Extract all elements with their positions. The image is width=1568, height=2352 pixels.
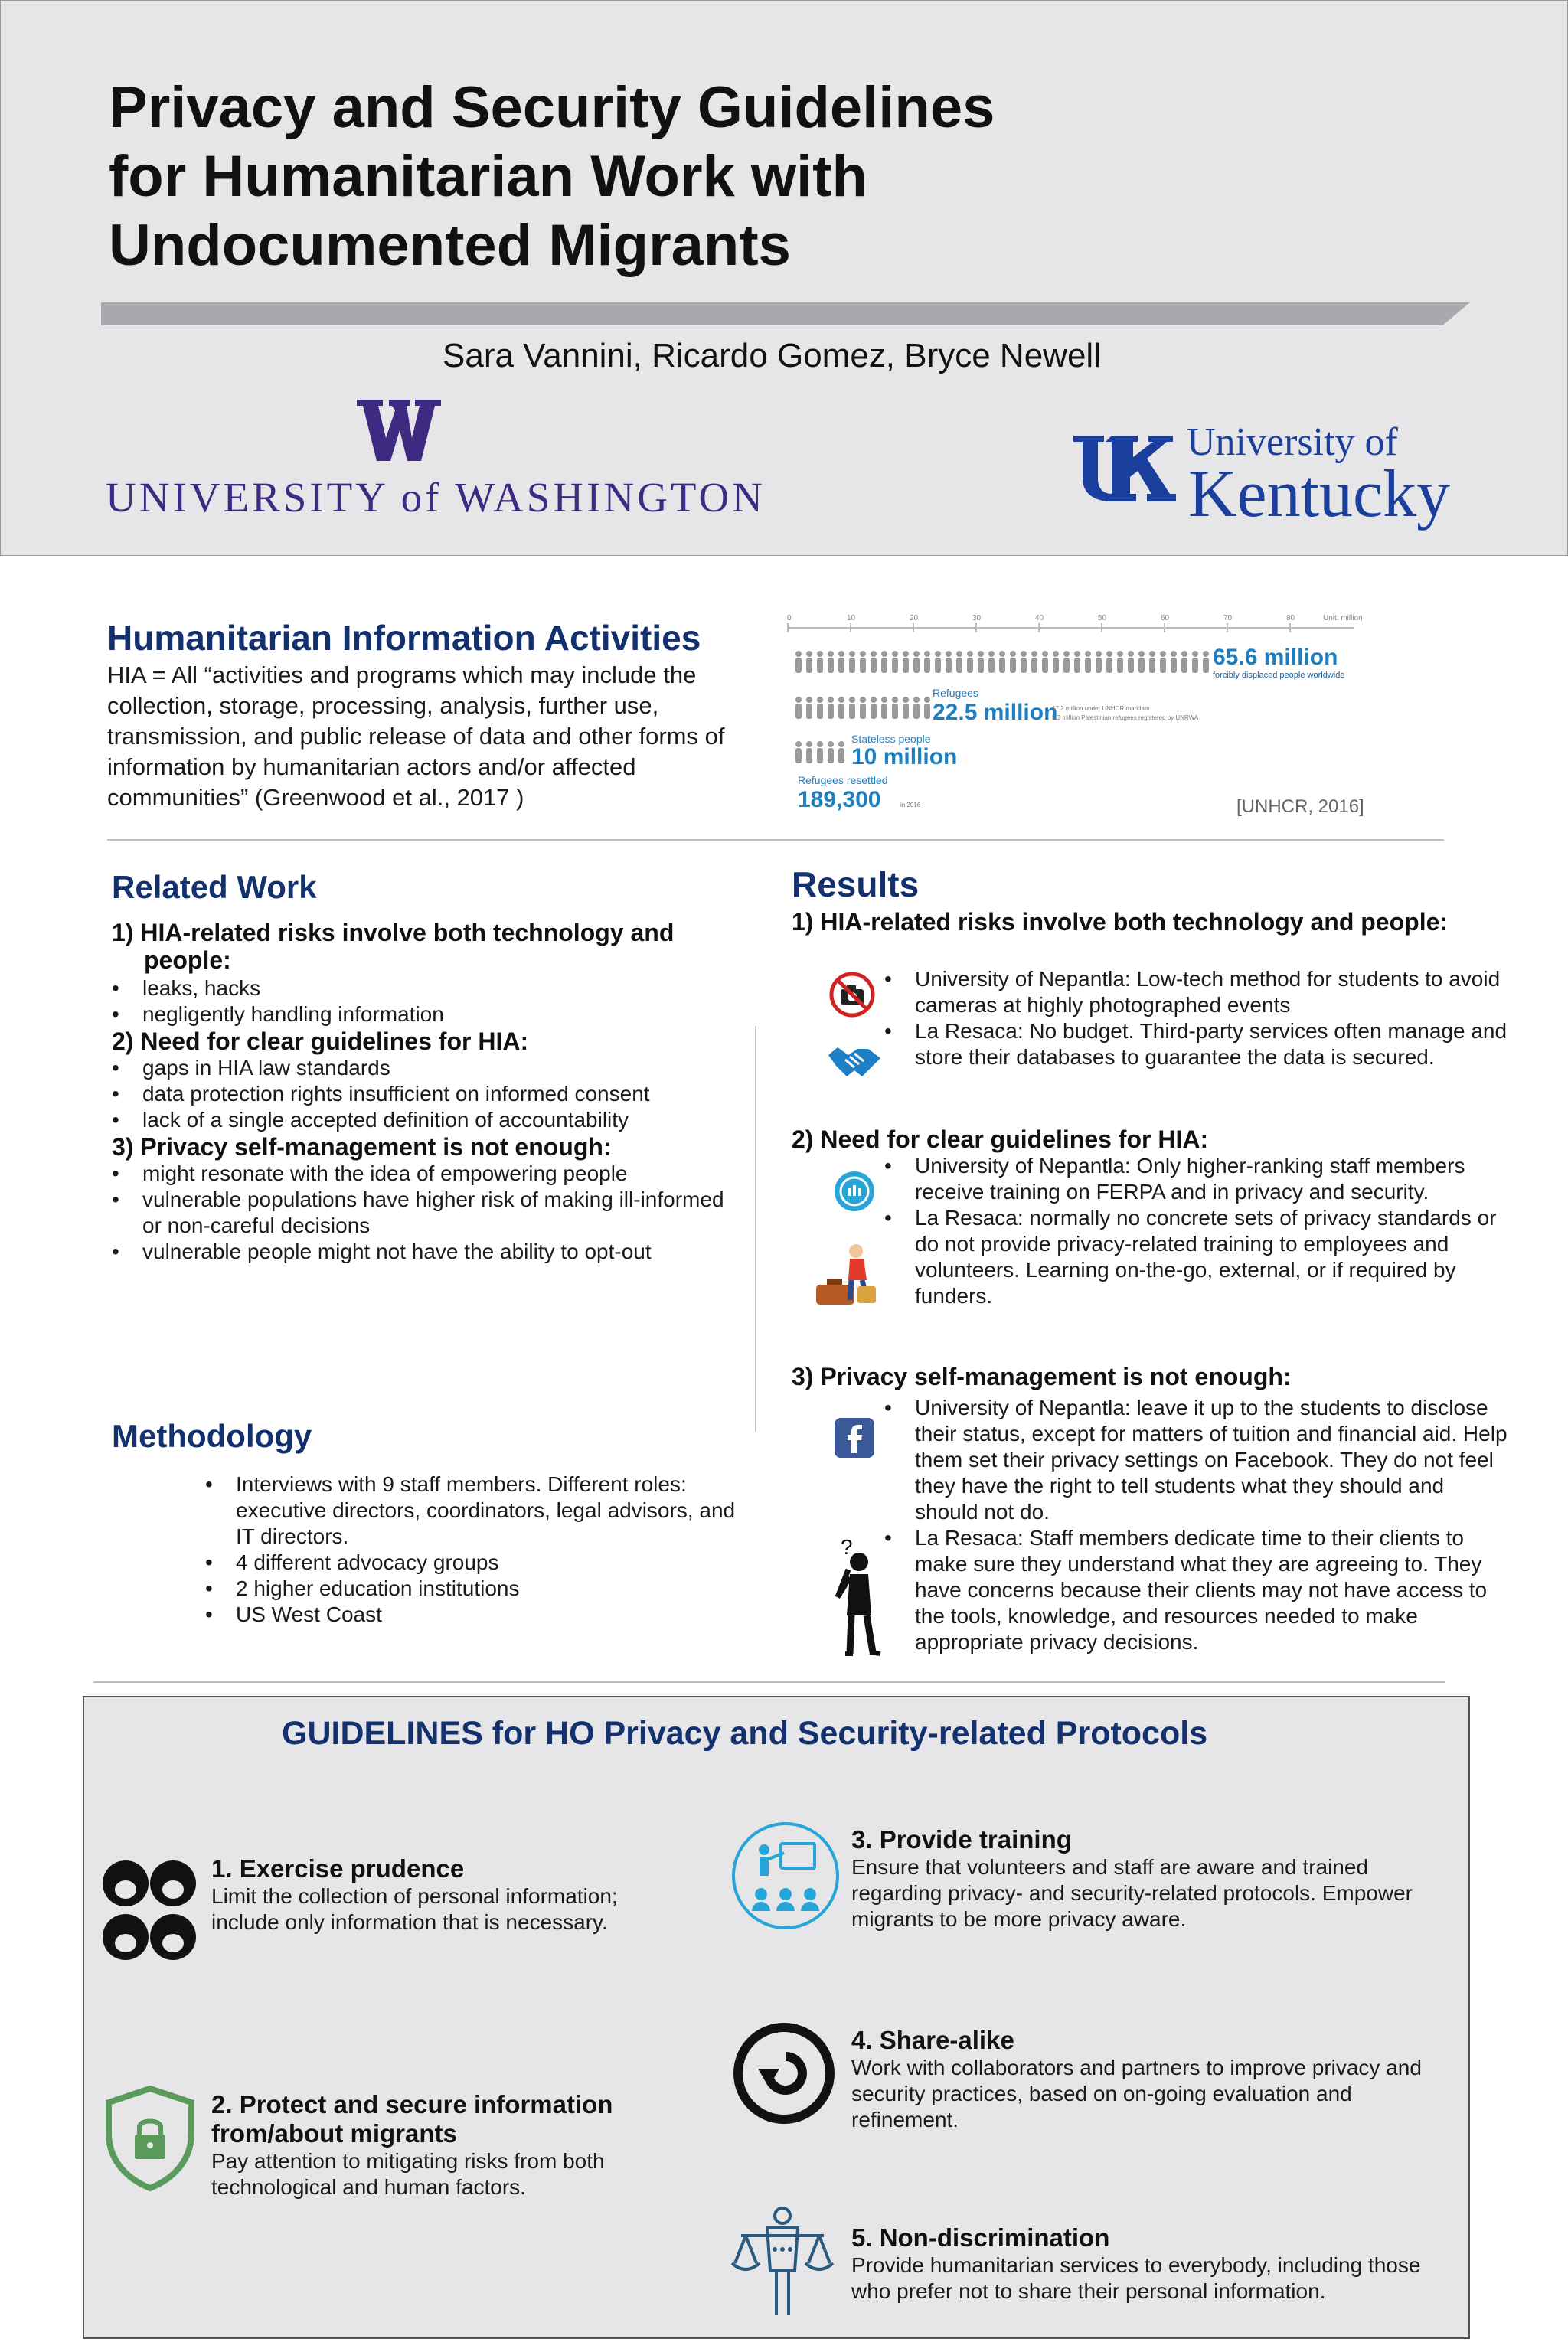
person-silhouette xyxy=(892,697,898,703)
person-silhouette xyxy=(1117,658,1123,673)
training-badge-icon xyxy=(833,1170,876,1213)
person-silhouette xyxy=(1106,658,1112,673)
person-silhouette xyxy=(999,658,1005,673)
person-silhouette xyxy=(828,704,834,719)
person-silhouette xyxy=(1031,651,1037,657)
list-item: • University of Nepantla: Only higher-ranking staff members receive training on FERPA and in privacy and security. xyxy=(884,1153,1512,1205)
person-silhouette xyxy=(1010,658,1016,673)
person-silhouette xyxy=(828,697,834,703)
person-silhouette xyxy=(881,697,887,703)
list-item: • Interviews with 9 staff members. Different roles: executive directors, coordinators, legal advisors, and IT directors. xyxy=(205,1472,741,1550)
prudence-symbol-icon xyxy=(100,1857,199,1965)
person-silhouette xyxy=(817,658,823,673)
person-silhouette xyxy=(817,741,823,747)
person-silhouette xyxy=(1096,658,1102,673)
person-silhouette xyxy=(860,704,866,719)
person-silhouette xyxy=(1021,651,1027,657)
person-silhouette xyxy=(946,651,952,657)
person-silhouette xyxy=(881,651,887,657)
person-silhouette xyxy=(924,704,930,719)
tick-10: 10 xyxy=(847,614,856,622)
person-silhouette xyxy=(1106,651,1112,657)
person-silhouette xyxy=(1181,651,1187,657)
uw-w-logo-icon xyxy=(357,400,441,461)
person-silhouette xyxy=(795,741,802,747)
rw-heading-3: 3) Privacy self-management is not enough: xyxy=(112,1133,612,1161)
person-silhouette xyxy=(838,658,844,673)
person-silhouette xyxy=(1128,651,1134,657)
guideline-5-heading: 5. Non-discrimination xyxy=(851,2223,1110,2252)
list-item: • data protection rights insufficient on informed consent xyxy=(112,1081,747,1107)
person-silhouette xyxy=(999,651,1005,657)
person-silhouette xyxy=(1138,651,1145,657)
person-silhouette xyxy=(1117,651,1123,657)
person-silhouette xyxy=(956,651,962,657)
person-silhouette xyxy=(903,704,909,719)
share-alike-icon xyxy=(732,2021,836,2125)
methodology-title: Methodology xyxy=(112,1418,312,1454)
poster-title xyxy=(109,74,1181,280)
person-silhouette xyxy=(1128,658,1134,673)
guideline-4-heading: 4. Share-alike xyxy=(851,2026,1014,2054)
person-silhouette xyxy=(1053,651,1059,657)
title-underline-bar xyxy=(101,302,1470,325)
displaced-label: forcibly displaced people worldwide xyxy=(1213,671,1345,680)
person-silhouette xyxy=(806,651,812,657)
results-heading-2: 2) Need for clear guidelines for HIA: xyxy=(792,1125,1209,1153)
person-silhouette xyxy=(913,651,920,657)
guideline-2-text: Pay attention to mitigating risks from both technological and human factors. xyxy=(211,2149,605,2199)
person-silhouette xyxy=(1063,658,1070,673)
list-item: • negligently handling information xyxy=(112,1001,747,1027)
person-silhouette xyxy=(924,658,930,673)
person-silhouette xyxy=(871,697,877,703)
unhcr-infographic xyxy=(787,612,1392,819)
title-line-3: Undocumented Migrants xyxy=(109,213,791,278)
person-silhouette xyxy=(795,658,802,673)
list-item: • might resonate with the idea of empowering people xyxy=(112,1161,747,1187)
person-silhouette xyxy=(913,704,920,719)
title-line-2: for Humanitarian Work with xyxy=(109,144,867,209)
results-heading-3: 3) Privacy self-management is not enough: xyxy=(792,1363,1292,1390)
person-silhouette xyxy=(988,658,995,673)
svg-text:?: ? xyxy=(841,1535,853,1559)
person-silhouette xyxy=(1149,658,1155,673)
person-silhouette xyxy=(892,704,898,719)
tick-60: 60 xyxy=(1161,614,1170,622)
guideline-3-heading: 3. Provide training xyxy=(851,1825,1072,1854)
person-silhouette xyxy=(1181,658,1187,673)
title-line-1: Privacy and Security Guidelines xyxy=(109,75,995,140)
divider-top xyxy=(107,839,1444,841)
tick-50: 50 xyxy=(1098,614,1107,622)
tick-80: 80 xyxy=(1286,614,1295,622)
guideline-5-text: Provide humanitarian services to everybody, including those who prefer not to share their personal information. xyxy=(851,2253,1421,2303)
list-item: • University of Nepantla: Low-tech method for students to avoid cameras at highly photographed events xyxy=(884,966,1512,1018)
results-list-2 xyxy=(884,1153,1512,1309)
uk-wordmark-line2: Kentucky xyxy=(1188,457,1451,531)
person-silhouette xyxy=(806,748,812,763)
divider-bottom xyxy=(93,1681,1446,1683)
person-silhouette xyxy=(881,704,887,719)
balance-person-icon xyxy=(730,2205,835,2320)
person-silhouette xyxy=(1203,658,1209,673)
stateless-label: Stateless people xyxy=(851,733,931,745)
person-silhouette xyxy=(1192,658,1198,673)
person-silhouette xyxy=(1074,658,1080,673)
tick-20: 20 xyxy=(910,614,919,622)
person-silhouette xyxy=(795,704,802,719)
guideline-1-text: Limit the collection of personal information; include only information that is necessary. xyxy=(211,1884,618,1934)
person-silhouette xyxy=(935,658,941,673)
person-silhouette xyxy=(1021,658,1027,673)
displaced-value: 65.6 million xyxy=(1213,645,1338,670)
resettled-value: 189,300 xyxy=(798,787,881,812)
person-silhouette xyxy=(1074,651,1080,657)
person-silhouette xyxy=(978,651,984,657)
person-silhouette xyxy=(838,697,844,703)
person-with-luggage-icon xyxy=(813,1240,879,1309)
person-silhouette xyxy=(828,748,834,763)
person-silhouette xyxy=(1096,651,1102,657)
person-silhouette xyxy=(1171,651,1177,657)
person-silhouette xyxy=(924,697,930,703)
person-silhouette xyxy=(988,651,995,657)
person-silhouette xyxy=(924,651,930,657)
person-silhouette xyxy=(913,697,920,703)
person-silhouette xyxy=(871,651,877,657)
person-silhouette xyxy=(860,697,866,703)
person-silhouette xyxy=(806,704,812,719)
person-silhouette xyxy=(913,658,920,673)
tick-30: 30 xyxy=(972,614,982,622)
person-silhouette xyxy=(1042,658,1048,673)
person-silhouette xyxy=(1138,658,1145,673)
person-silhouette xyxy=(817,748,823,763)
person-silhouette xyxy=(806,697,812,703)
hia-title: Humanitarian Information Activities xyxy=(107,618,701,658)
person-silhouette xyxy=(806,658,812,673)
refugees-note-1: 17.2 million under UNHCR mandate xyxy=(1052,705,1150,712)
person-silhouette xyxy=(860,651,866,657)
person-silhouette xyxy=(1192,651,1198,657)
unit-label: Unit: million xyxy=(1323,614,1363,622)
person-silhouette xyxy=(1085,658,1091,673)
list-item: • leaks, hacks xyxy=(112,975,747,1001)
person-silhouette xyxy=(1149,651,1155,657)
person-silhouette xyxy=(892,651,898,657)
guideline-5 xyxy=(851,2223,1449,2305)
person-silhouette xyxy=(817,704,823,719)
results-list-1 xyxy=(884,966,1512,1070)
list-item: • vulnerable populations have higher risk of making ill-informed or non-careful decisions xyxy=(112,1187,747,1239)
list-item: • gaps in HIA law standards xyxy=(112,1055,747,1081)
list-item: • La Resaca: No budget. Third-party services often manage and store their databases to guarantee the data is secured. xyxy=(884,1018,1512,1070)
person-silhouette xyxy=(795,651,802,657)
results-heading-1: 1) HIA-related risks involve both technology and people: xyxy=(792,908,1449,936)
guideline-4 xyxy=(851,2026,1449,2133)
results-list-3 xyxy=(884,1395,1512,1655)
person-silhouette xyxy=(817,651,823,657)
tick-70: 70 xyxy=(1223,614,1233,622)
person-silhouette xyxy=(1053,658,1059,673)
person-silhouette xyxy=(849,697,855,703)
person-silhouette xyxy=(828,741,834,747)
thinking-person-icon xyxy=(827,1531,888,1661)
refugees-note-2: 5.3 million Palestinian refugees registered by UNRWA xyxy=(1052,714,1199,721)
guideline-2-heading: 2. Protect and secure information from/about migrants xyxy=(211,2090,613,2148)
list-item: • US West Coast xyxy=(205,1602,741,1628)
person-silhouette xyxy=(838,748,844,763)
person-silhouette xyxy=(860,658,866,673)
person-silhouette xyxy=(978,658,984,673)
guideline-1 xyxy=(211,1854,686,1936)
person-silhouette xyxy=(806,741,812,747)
person-silhouette xyxy=(1085,651,1091,657)
tick-40: 40 xyxy=(1035,614,1044,622)
column-divider xyxy=(755,1026,756,1432)
related-work-title: Related Work xyxy=(112,869,317,905)
guideline-3-text: Ensure that volunteers and staff are aware and trained regarding privacy- and security-related protocols. Empower migrants to be more privacy aware. xyxy=(851,1855,1413,1931)
person-silhouette xyxy=(903,697,909,703)
person-silhouette xyxy=(1063,651,1070,657)
tick-0: 0 xyxy=(787,614,792,622)
person-silhouette xyxy=(1010,651,1016,657)
handshake-icon xyxy=(827,1040,882,1083)
person-silhouette xyxy=(849,704,855,719)
rw-heading-1: 1) HIA-related risks involve both technology and people: xyxy=(112,919,675,974)
list-item: • 2 higher education institutions xyxy=(205,1576,741,1602)
person-silhouette xyxy=(871,704,877,719)
person-silhouette xyxy=(838,651,844,657)
uw-wordmark: UNIVERSITY of WASHINGTON xyxy=(106,474,766,521)
stateless-value: 10 million xyxy=(851,744,958,769)
person-silhouette xyxy=(892,658,898,673)
list-item: • lack of a single accepted definition of accountability xyxy=(112,1107,747,1133)
methodology-list xyxy=(205,1472,741,1628)
person-silhouette xyxy=(849,658,855,673)
person-silhouette xyxy=(1042,651,1048,657)
refugees-label: Refugees xyxy=(933,687,978,699)
person-silhouette xyxy=(956,658,962,673)
list-item: • vulnerable people might not have the ability to opt-out xyxy=(112,1239,747,1265)
list-item: • University of Nepantla: leave it up to the students to disclose their status, except for matters of tuition and financial aid. Help them set their privacy settings on Facebook. They do not feel they have the right to tell students what they should and should not do. xyxy=(884,1395,1512,1525)
person-silhouette xyxy=(967,658,973,673)
hia-definition: HIA = All “activities and programs which may include the collection, storage, processing, analysis, further use, transmission, and public release of data and other forms of information by humanitarian actors and/or affected communities” (Greenwood et al., 2017 ) xyxy=(107,662,725,811)
person-silhouette xyxy=(903,658,909,673)
guideline-1-heading: 1. Exercise prudence xyxy=(211,1854,465,1883)
person-silhouette xyxy=(1203,651,1209,657)
person-silhouette xyxy=(849,651,855,657)
facebook-icon xyxy=(835,1418,874,1458)
person-silhouette xyxy=(838,704,844,719)
rw-heading-2: 2) Need for clear guidelines for HIA: xyxy=(112,1027,529,1055)
person-silhouette xyxy=(967,651,973,657)
person-silhouette xyxy=(1171,658,1177,673)
guideline-4-text: Work with collaborators and partners to improve privacy and security practices, based on on-going evaluation and refinement. xyxy=(851,2056,1422,2132)
guideline-3 xyxy=(851,1825,1441,1932)
related-work-list xyxy=(112,919,747,1265)
list-item: • La Resaca: Staff members dedicate time to their clients to make sure they understand what they are agreeing to. They have concerns because their clients may not have access to the tools, knowledge, and resources needed to make appropriate privacy decisions. xyxy=(884,1525,1512,1655)
person-silhouette xyxy=(817,697,823,703)
shield-lock-icon xyxy=(103,2084,198,2191)
person-silhouette xyxy=(828,658,834,673)
person-silhouette xyxy=(795,697,802,703)
person-silhouette xyxy=(871,658,877,673)
unhcr-citation: [UNHCR, 2016] xyxy=(1236,796,1364,817)
uk-wordmark-line1: University of xyxy=(1187,420,1398,464)
person-silhouette xyxy=(828,651,834,657)
person-silhouette xyxy=(1160,651,1166,657)
person-silhouette xyxy=(838,741,844,747)
person-silhouette xyxy=(795,748,802,763)
guidelines-title: GUIDELINES for HO Privacy and Security-related Protocols xyxy=(282,1715,1208,1752)
presentation-training-icon xyxy=(730,1821,841,1931)
list-item: • 4 different advocacy groups xyxy=(205,1550,741,1576)
guideline-2 xyxy=(211,2090,686,2200)
authors: Sara Vannini, Ricardo Gomez, Bryce Newell xyxy=(443,337,1101,374)
results-title: Results xyxy=(792,864,920,904)
resettled-label: Refugees resettled xyxy=(798,774,888,786)
person-silhouette xyxy=(903,651,909,657)
refugees-value: 22.5 million xyxy=(933,700,1058,725)
person-silhouette xyxy=(1031,658,1037,673)
uk-logo-icon xyxy=(1072,431,1179,515)
resettled-note: in 2016 xyxy=(900,802,921,808)
list-item: • La Resaca: normally no concrete sets of privacy standards or do not provide privacy-related training to employees and volunteers. Learning on-the-go, external, or if required by funders. xyxy=(884,1205,1512,1309)
person-silhouette xyxy=(881,658,887,673)
person-silhouette xyxy=(935,651,941,657)
person-silhouette xyxy=(1160,658,1166,673)
no-camera-icon xyxy=(828,971,876,1018)
person-silhouette xyxy=(946,658,952,673)
